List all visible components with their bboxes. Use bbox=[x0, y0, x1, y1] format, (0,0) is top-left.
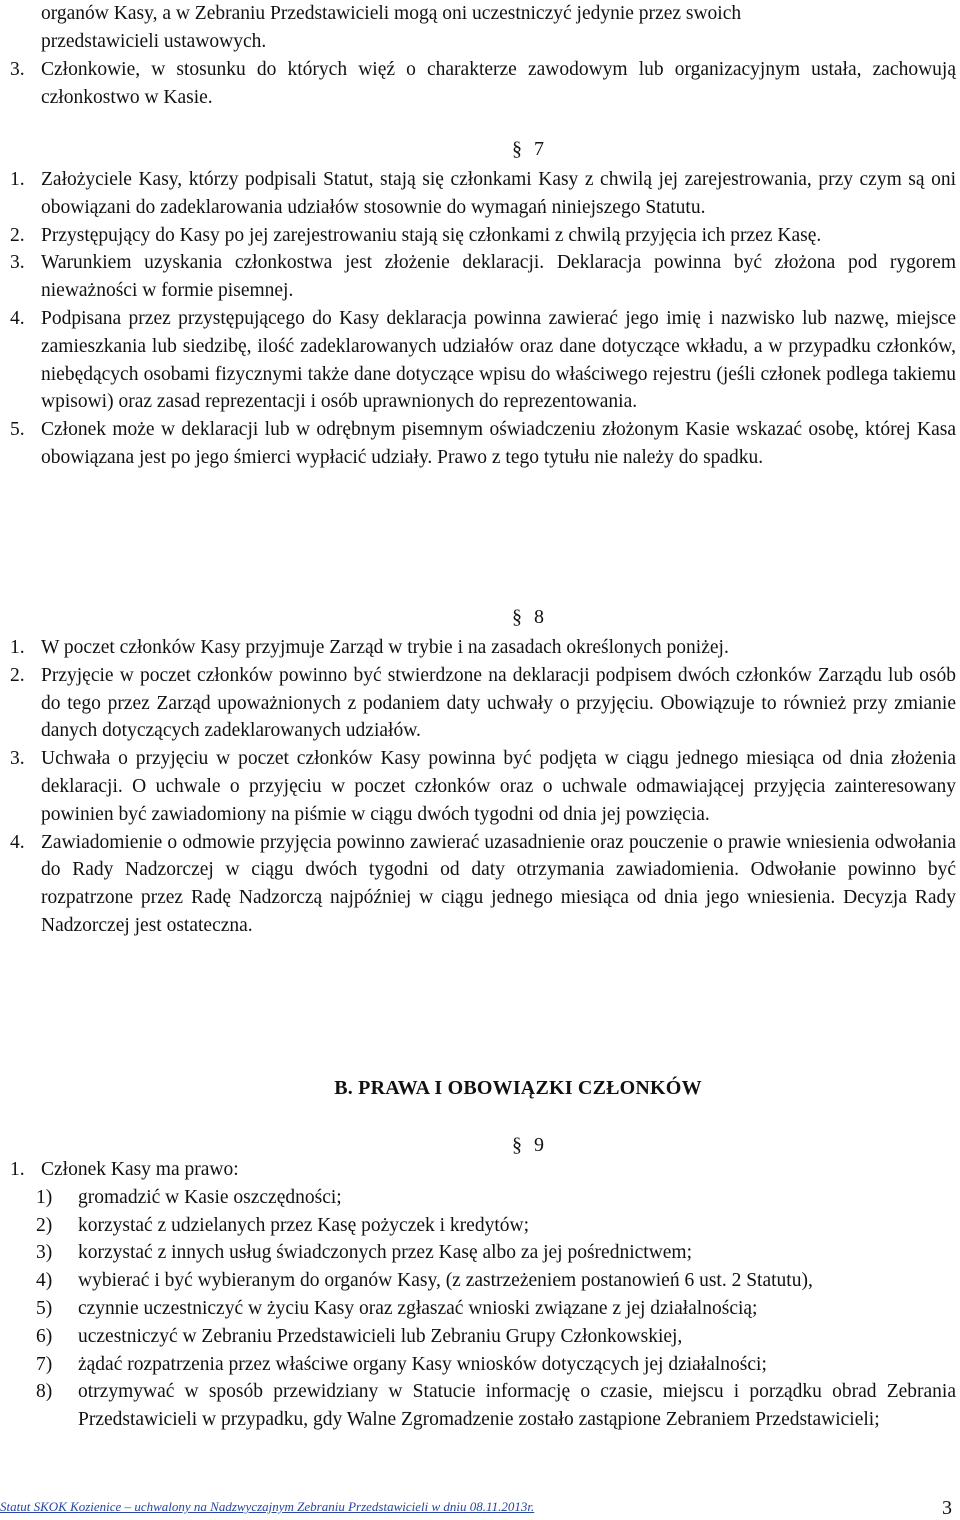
subitem-text: wybierać i być wybieranym do organów Kasy, (z zastrzeżeniem postanowień 6 ust. 2 Statutu), bbox=[78, 1270, 813, 1292]
section-9-title bbox=[48, 1132, 960, 1158]
subitem-number: 6) bbox=[36, 1325, 53, 1347]
footer-text: Statut SKOK Kozienice – uchwalony na Nadzwyczajnym Zebraniu Przedstawicieli w dniu 08.11.2013r. bbox=[0, 1499, 535, 1514]
section-sign: § bbox=[512, 1134, 522, 1156]
section-sign: § bbox=[512, 606, 522, 628]
section-9-items bbox=[0, 1156, 960, 1434]
section-number: 8 bbox=[534, 606, 544, 628]
list-item bbox=[10, 222, 956, 250]
item-text: Członek może w deklaracji lub w odrębnym pisemnym oświadczeniu złożonym Kasie wskazać osobę, której Kasa obowiązana jest po jego śmierci wypłacić udziały. Prawo z tego tytułu nie należy do spadku. bbox=[41, 419, 956, 468]
list-item bbox=[10, 249, 956, 305]
subitem-text: czynnie uczestniczyć w życiu Kasy oraz zgłaszać wnioski związane z jej działalnością; bbox=[78, 1297, 758, 1319]
sublist-item bbox=[36, 1212, 956, 1240]
section-number: 7 bbox=[534, 138, 544, 160]
sublist-item bbox=[36, 1323, 956, 1351]
item-number: 1. bbox=[10, 169, 25, 190]
item-number: 2. bbox=[10, 224, 25, 246]
item-text: Zawiadomienie o odmowie przyjęcia powinno zawierać uzasadnienie oraz pouczenie o prawie wniesienia odwołania do Rady Nadzorczej w ciągu dwóch tygodni od daty otrzymania zawiadomienia. Odwołanie powinno być rozpatrzone przez Radę Nadzorczą najpóźniej w ciągu jednego miesiąca od dnia jego wniesienia. Decyzja Rady Nadzorczej jest ostateczna. bbox=[41, 831, 956, 936]
sublist-item bbox=[36, 1267, 956, 1295]
item-text: Założyciele Kasy, którzy podpisali Statut, stają się członkami Kasy z chwilą jej zarejestrowania, przy czym są oni obowiązani do zadeklarowania udziałów stosownie do wymagań niniejszego Statutu. bbox=[41, 169, 956, 218]
list-item bbox=[10, 1156, 956, 1184]
item-text: Członkowie, w stosunku do których więź o charakterze zawodowym lub organizacyjnym ustała, zachowują członkostwo w Kasie. bbox=[41, 59, 956, 108]
item-number: 4. bbox=[10, 307, 25, 329]
item-number: 5. bbox=[10, 419, 25, 441]
subitem-number: 7) bbox=[36, 1353, 53, 1375]
subitem-text: gromadzić w Kasie oszczędności; bbox=[78, 1186, 342, 1208]
subitem-number: 4) bbox=[36, 1270, 53, 1292]
section-6-item-3 bbox=[0, 56, 960, 112]
item-text: Warunkiem uzyskania członkostwa jest złożenie deklaracji. Deklaracja powinna być złożona pod rygorem nieważności w formie pisemnej. bbox=[41, 252, 956, 302]
page-number: 3 bbox=[942, 1497, 952, 1519]
section-8-items bbox=[0, 634, 960, 940]
subitem-text: otrzymywać w sposób przewidziany w Statucie informację o czasie, miejscu i porządku obrad Zebrania Przedstawicieli w przypadku, gdy Walne Zgromadzenie zostało zastąpione Zebraniem Przedstawicieli; bbox=[78, 1381, 956, 1431]
subitem-number: 8) bbox=[36, 1381, 53, 1403]
list-item bbox=[10, 56, 956, 112]
section-number: 9 bbox=[534, 1134, 544, 1156]
subitem-text: korzystać z innych usług świadczonych przez Kasę albo za jej pośrednictwem; bbox=[78, 1242, 693, 1264]
list-item bbox=[10, 166, 956, 222]
item-number: 3. bbox=[10, 59, 25, 80]
item-number: 2. bbox=[10, 664, 25, 686]
sublist-item bbox=[36, 1378, 956, 1434]
intro-line-1: organów Kasy, a w Zebraniu Przedstawicieli mogą oni uczestniczyć jedynie przez swoich bbox=[41, 3, 742, 24]
subitem-text: korzystać z udzielanych przez Kasę pożyczek i kredytów; bbox=[78, 1214, 529, 1236]
item-text: Przyjęcie w poczet członków powinno być stwierdzone na deklaracji podpisem dwóch członków Zarządu lub osób do tego przez Zarząd upoważnionych z podaniem daty uchwały o przyjęciu. Obowiązuje to również przy zmianie danych dotyczących zadeklarowanych udziałów. bbox=[41, 664, 956, 742]
sublist-item bbox=[36, 1295, 956, 1323]
section-7-title bbox=[48, 136, 960, 162]
intro-line-2: przedstawicieli ustawowych. bbox=[41, 30, 267, 52]
intro-block bbox=[0, 0, 960, 56]
list-item bbox=[10, 829, 956, 940]
subitem-text: uczestniczyć w Zebraniu Przedstawicieli lub Zebraniu Grupy Członkowskiej, bbox=[78, 1325, 683, 1347]
item-number: 3. bbox=[10, 252, 25, 274]
item-text: W poczet członków Kasy przyjmuje Zarząd w trybie i na zasadach określonych poniżej. bbox=[41, 637, 729, 658]
subitem-text: żądać rozpatrzenia przez właściwe organy Kasy wniosków dotyczących jej działalności; bbox=[78, 1353, 767, 1375]
page-footer bbox=[0, 1496, 960, 1520]
item-number: 3. bbox=[10, 748, 25, 770]
item-text: Uchwała o przyjęciu w poczet członków Kasy powinna być podjęta w ciągu jednego miesiąca od dnia złożenia deklaracji. O uchwale o przyjęciu w poczet członków oraz o uchwale odmawiającej przyjęcia zainteresowany powinien być zawiadomiony na piśmie w ciągu dwóch tygodni od dnia jej powzięcia. bbox=[41, 748, 956, 825]
list-item bbox=[10, 305, 956, 416]
subitem-number: 3) bbox=[36, 1242, 53, 1264]
section-7-items bbox=[0, 166, 960, 472]
item-text: Podpisana przez przystępującego do Kasy deklaracja powinna zawierać jego imię i nazwisko lub nazwę, miejsce zamieszkania lub siedzibę, ilość zadeklarowanych udziałów oraz dane dotyczące wkładu, a w przypadku członków, niebędących osobami fizycznymi także dane dotyczące wpisu do właściwego rejestru (jeśli członek podlega takiemu wpisowi) oraz zasad reprezentacji i osób uprawnionych do reprezentowania. bbox=[41, 307, 956, 413]
list-item bbox=[10, 662, 956, 745]
sublist-item bbox=[36, 1351, 956, 1379]
subitem-number: 1) bbox=[36, 1186, 53, 1208]
item-number: 1. bbox=[10, 1159, 25, 1180]
subitem-number: 2) bbox=[36, 1214, 53, 1236]
item-text: Członek Kasy ma prawo: bbox=[41, 1159, 239, 1180]
subitem-number: 5) bbox=[36, 1297, 53, 1319]
sublist-item bbox=[36, 1184, 956, 1212]
section-sign: § bbox=[512, 138, 522, 160]
list-item bbox=[10, 745, 956, 828]
section-heading-b: B. PRAWA I OBOWIĄZKI CZŁONKÓW bbox=[334, 1077, 702, 1099]
section-8-title bbox=[48, 604, 960, 630]
item-text: Przystępujący do Kasy po jej zarejestrowaniu stają się członkami z chwilą przyjęcia ich przez Kasę. bbox=[41, 224, 822, 246]
item-number: 1. bbox=[10, 637, 25, 658]
list-item bbox=[10, 416, 956, 472]
list-item bbox=[10, 634, 956, 662]
sublist-item bbox=[36, 1239, 956, 1267]
item-number: 4. bbox=[10, 831, 25, 853]
